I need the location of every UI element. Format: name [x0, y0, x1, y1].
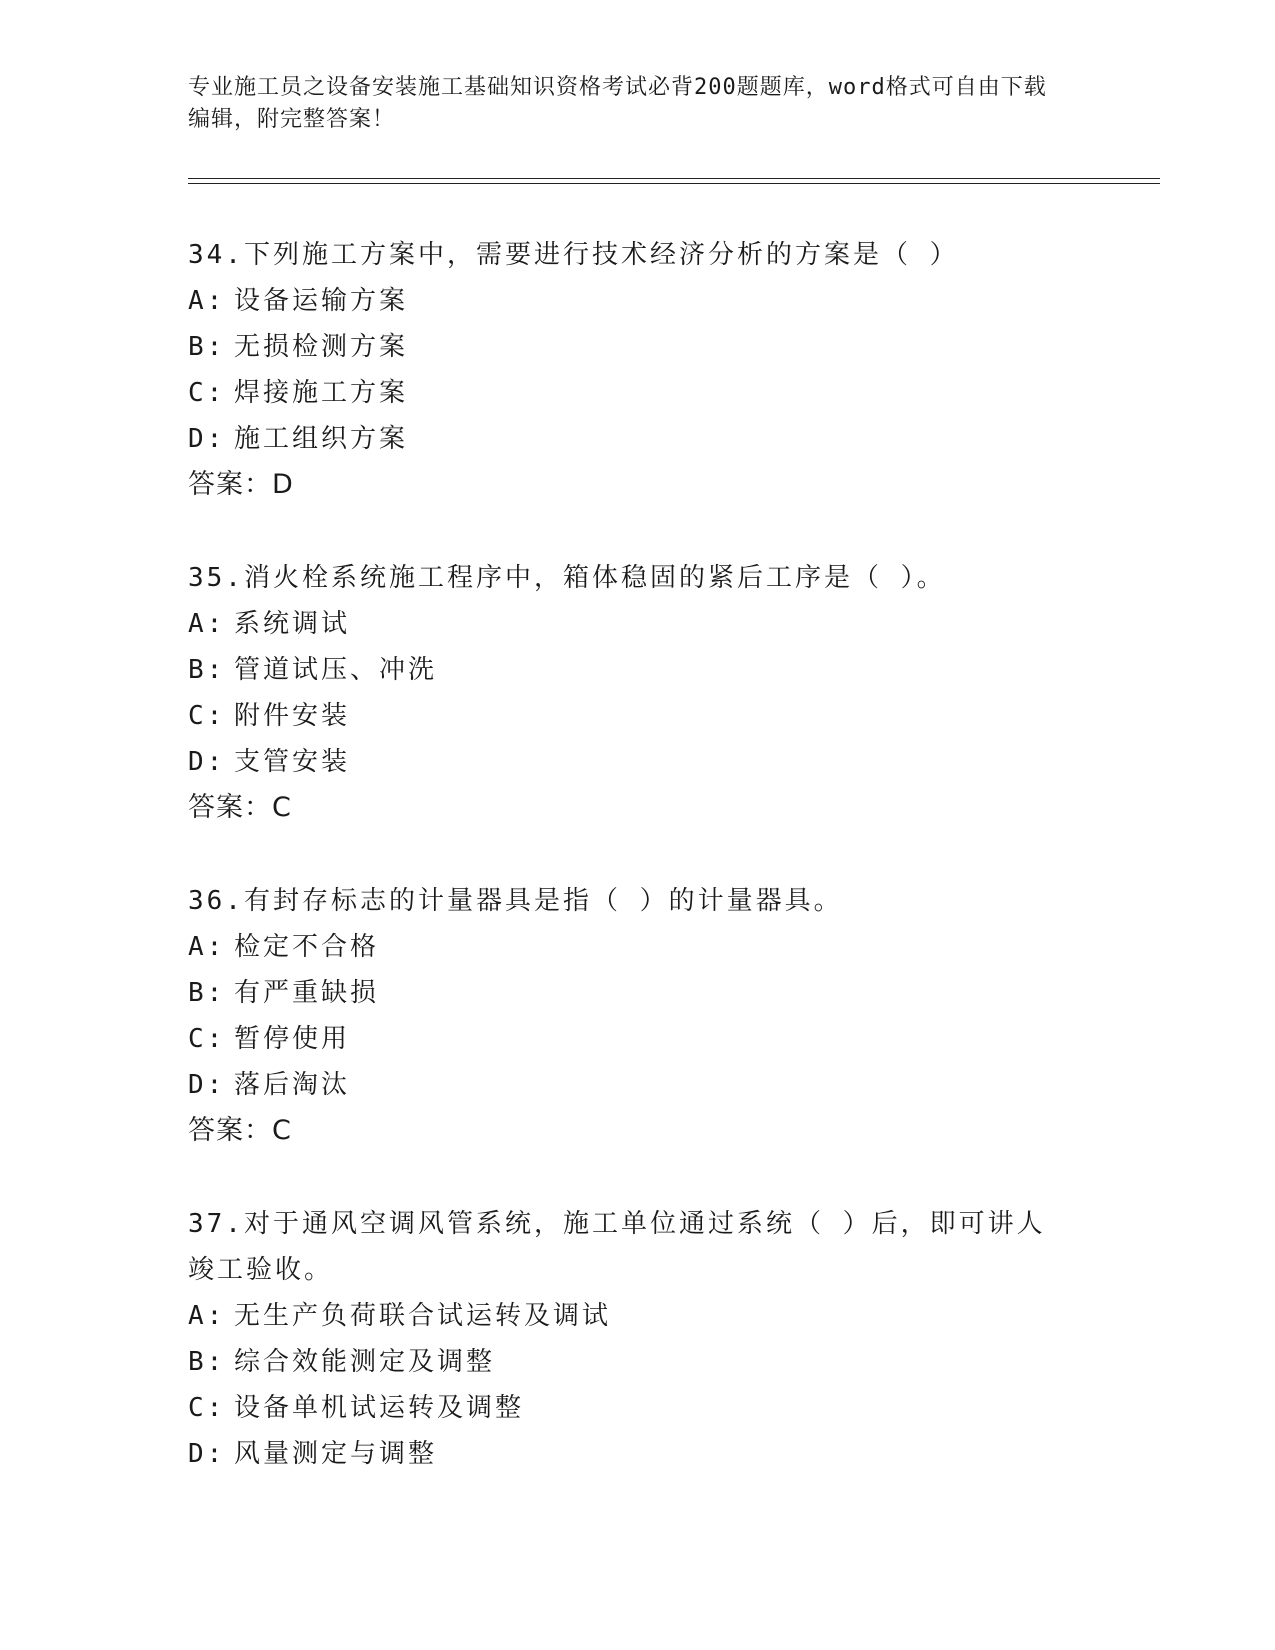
option-letter: A: [188, 1301, 226, 1331]
option-text: 附件安装 [234, 701, 351, 731]
header-rule-bottom [188, 183, 1160, 184]
option-a [188, 924, 1068, 970]
answer-line: 答案：C [188, 1115, 292, 1146]
option-letter: D: [188, 424, 226, 454]
question-36 [188, 878, 1068, 1154]
answer-line: 答案：C [188, 792, 292, 823]
option-letter: C: [188, 1393, 226, 1423]
option-text: 风量测定与调整 [234, 1439, 438, 1469]
question-stem: 35.消火栓系统施工程序中，箱体稳固的紧后工序是（ ）。 [188, 563, 946, 593]
option-text: 系统调试 [234, 609, 351, 639]
option-letter: C: [188, 701, 226, 731]
option-a [188, 601, 1068, 647]
option-text: 落后淘汰 [234, 1070, 351, 1100]
option-letter: D: [188, 747, 226, 777]
option-text: 有严重缺损 [234, 978, 380, 1008]
option-b [188, 324, 1068, 370]
question-stem: 37.对于通风空调风管系统，施工单位通过系统（ ）后，即可讲人竣工验收。 [188, 1209, 1046, 1285]
option-d [188, 1431, 1068, 1477]
option-text: 设备运输方案 [234, 286, 409, 316]
option-text: 无生产负荷联合试运转及调试 [234, 1301, 612, 1331]
option-d [188, 739, 1068, 785]
option-text: 管道试压、冲洗 [234, 655, 438, 685]
option-letter: A: [188, 286, 226, 316]
option-c [188, 693, 1068, 739]
question-stem: 34.下列施工方案中，需要进行技术经济分析的方案是（ ） [188, 240, 959, 270]
option-c [188, 370, 1068, 416]
question-35 [188, 555, 1068, 831]
option-letter: A: [188, 932, 226, 962]
option-a [188, 1293, 1068, 1339]
option-letter: A: [188, 609, 226, 639]
option-c [188, 1385, 1068, 1431]
option-c [188, 1016, 1068, 1062]
option-text: 焊接施工方案 [234, 378, 409, 408]
option-text: 综合效能测定及调整 [234, 1347, 496, 1377]
option-letter: B: [188, 655, 226, 685]
option-b [188, 970, 1068, 1016]
option-letter: D: [188, 1439, 226, 1469]
option-letter: C: [188, 1024, 226, 1054]
option-a [188, 278, 1068, 324]
option-letter: D: [188, 1070, 226, 1100]
option-d [188, 1062, 1068, 1108]
option-text: 设备单机试运转及调整 [234, 1393, 525, 1423]
option-text: 施工组织方案 [234, 424, 409, 454]
option-text: 无损检测方案 [234, 332, 409, 362]
option-letter: B: [188, 332, 226, 362]
question-list [188, 232, 1068, 1524]
option-b [188, 1339, 1068, 1385]
option-letter: B: [188, 978, 226, 1008]
question-34 [188, 232, 1068, 508]
option-text: 支管安装 [234, 747, 351, 777]
option-b [188, 647, 1068, 693]
header-rule-top [188, 178, 1160, 179]
option-text: 暂停使用 [234, 1024, 351, 1054]
option-text: 检定不合格 [234, 932, 380, 962]
question-stem: 36.有封存标志的计量器具是指（ ）的计量器具。 [188, 886, 843, 916]
option-d [188, 416, 1068, 462]
question-37 [188, 1201, 1068, 1477]
answer-line: 答案：D [188, 469, 294, 500]
document-header: 专业施工员之设备安装施工基础知识资格考试必背200题题库，word格式可自由下载编辑，附完整答案！ [188, 75, 1047, 132]
option-letter: C: [188, 378, 226, 408]
option-letter: B: [188, 1347, 226, 1377]
